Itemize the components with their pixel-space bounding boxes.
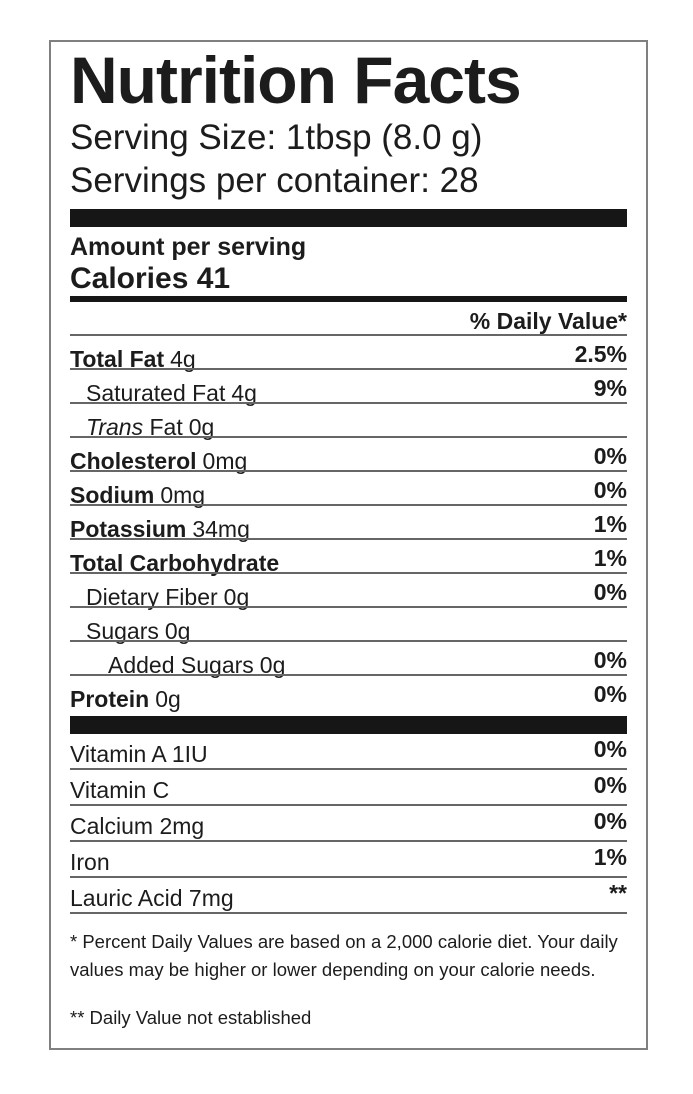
nutrient-row-added-sugars bbox=[70, 640, 627, 678]
nutrient-row-trans-fat bbox=[70, 402, 627, 440]
micronutrient-label: Calcium 2mg bbox=[70, 813, 205, 839]
daily-value: 0% bbox=[593, 477, 627, 503]
nutrient-name: Sugars bbox=[86, 618, 159, 644]
nutrient-name: Protein bbox=[70, 686, 150, 712]
daily-value: 0% bbox=[593, 772, 627, 798]
amount-per-serving-label: Amount per serving bbox=[70, 233, 307, 261]
daily-value: 0% bbox=[593, 647, 627, 673]
footnote-not-established: ** Daily Value not established bbox=[70, 1007, 312, 1028]
nutrient-name: Total Fat bbox=[70, 346, 165, 372]
daily-value: 1% bbox=[593, 511, 627, 537]
nutrient-row-sodium bbox=[70, 470, 627, 508]
nutrient-amount: 0mg bbox=[160, 482, 206, 508]
daily-value: 0% bbox=[593, 443, 627, 469]
daily-value: 0% bbox=[593, 808, 627, 834]
nutrient-label bbox=[70, 686, 181, 713]
micronutrient-row-iron bbox=[70, 842, 627, 878]
nutrient-amount: 0g bbox=[164, 618, 191, 644]
nutrient-name-italic: Trans bbox=[86, 414, 144, 440]
daily-value: ** bbox=[609, 880, 627, 906]
micronutrient-row-calcium bbox=[70, 806, 627, 842]
label-title: Nutrition Facts bbox=[70, 43, 521, 117]
nutrient-amount: 34mg bbox=[192, 516, 250, 542]
nutrient-amount: 0g bbox=[188, 414, 215, 440]
daily-value: 9% bbox=[593, 375, 627, 401]
nutrient-row-protein bbox=[70, 674, 627, 716]
nutrient-name: Cholesterol bbox=[70, 448, 197, 474]
nutrient-name: Fat bbox=[143, 414, 183, 440]
micronutrient-row-vitamin-c bbox=[70, 770, 627, 806]
nutrient-amount: 4g bbox=[170, 346, 196, 372]
nutrient-name: Added Sugars bbox=[108, 652, 254, 678]
nutrient-name: Total Carbohydrate bbox=[70, 550, 280, 576]
nutrient-row-potassium bbox=[70, 504, 627, 542]
nutrient-amount: 0g bbox=[259, 652, 286, 678]
daily-value: 0% bbox=[593, 579, 627, 605]
daily-value-header: % Daily Value* bbox=[469, 308, 627, 334]
nutrient-row-cholesterol bbox=[70, 436, 627, 474]
nutrient-rows bbox=[70, 334, 627, 716]
micronutrient-label: Vitamin C bbox=[70, 777, 170, 803]
nutrient-amount: 0g bbox=[155, 686, 181, 712]
daily-value: 1% bbox=[593, 844, 627, 870]
nutrient-row-total-carbohydrate bbox=[70, 538, 627, 576]
separator-bar-middle bbox=[70, 716, 627, 734]
micronutrient-label: Iron bbox=[70, 849, 110, 875]
daily-value: 1% bbox=[593, 545, 627, 571]
nutrient-name: Dietary Fiber bbox=[86, 584, 218, 610]
servings-per-container-line: Servings per container: 28 bbox=[70, 161, 479, 200]
nutrient-row-saturated-fat bbox=[70, 368, 627, 406]
nutrient-row-sugars bbox=[70, 606, 627, 644]
footnote-daily-value: * Percent Daily Values are based on a 2,000 calorie diet. Your daily values may be higher or lower depending on your calorie needs. bbox=[70, 931, 618, 980]
micronutrient-label: Lauric Acid 7mg bbox=[70, 885, 234, 911]
nutrient-amount: 4g bbox=[231, 380, 257, 406]
daily-value: 0% bbox=[593, 681, 627, 707]
micronutrient-rows bbox=[70, 734, 627, 914]
separator-bar-top bbox=[70, 209, 627, 227]
daily-value: 0% bbox=[593, 736, 627, 762]
micronutrient-label: Vitamin A 1IU bbox=[70, 741, 208, 767]
serving-size-line: Serving Size: 1tbsp (8.0 g) bbox=[70, 118, 483, 157]
micronutrient-row-lauric-acid bbox=[70, 878, 627, 914]
nutrient-row-dietary-fiber bbox=[70, 572, 627, 610]
nutrient-row-total-fat bbox=[70, 334, 627, 372]
nutrient-amount: 0mg bbox=[202, 448, 248, 474]
nutrient-amount: 0g bbox=[223, 584, 250, 610]
nutrition-facts-label bbox=[49, 40, 648, 1050]
micronutrient-row-vitamin-a bbox=[70, 734, 627, 770]
nutrient-name: Potassium bbox=[70, 516, 187, 542]
daily-value: 2.5% bbox=[574, 341, 627, 367]
nutrient-name: Saturated Fat bbox=[86, 380, 226, 406]
nutrient-name: Sodium bbox=[70, 482, 155, 508]
calories-line: Calories 41 bbox=[70, 262, 231, 295]
